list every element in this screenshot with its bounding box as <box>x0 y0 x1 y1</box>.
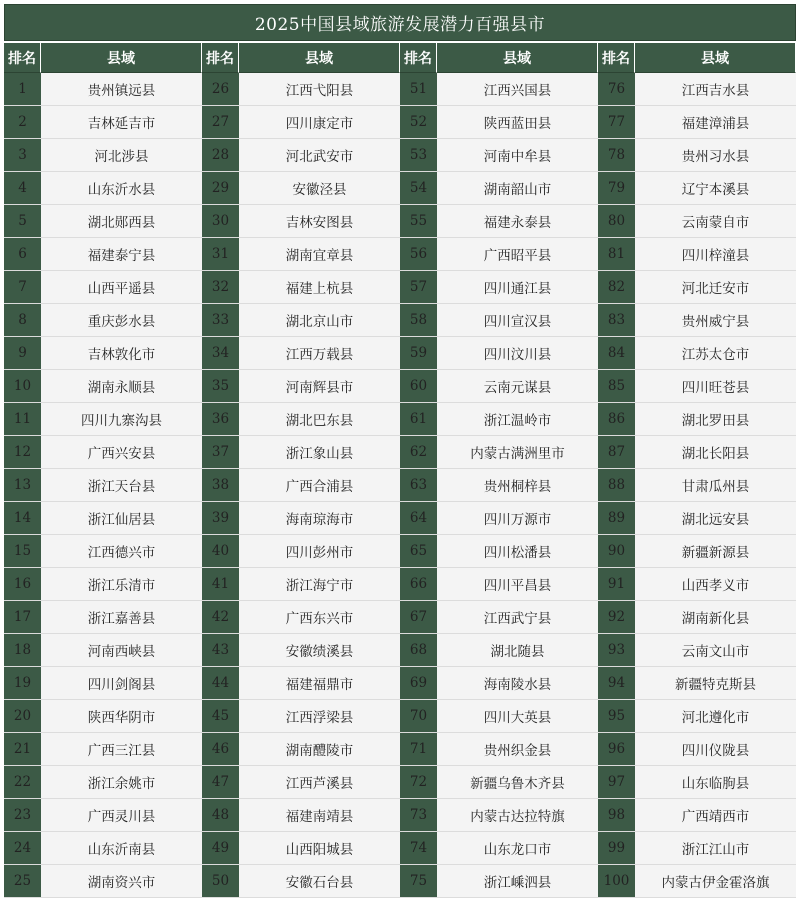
rank-cell: 57 <box>400 271 437 304</box>
rank-cell: 85 <box>598 370 635 403</box>
county-cell: 福建泰宁县 <box>41 238 202 271</box>
rank-cell: 54 <box>400 172 437 205</box>
rank-cell: 34 <box>202 337 239 370</box>
county-cell: 福建上杭县 <box>239 271 400 304</box>
header-row <box>4 43 796 73</box>
county-cell: 湖南韶山市 <box>437 172 598 205</box>
county-cell: 新疆乌鲁木齐县 <box>437 766 598 799</box>
rank-cell: 64 <box>400 502 437 535</box>
table-row <box>4 733 796 766</box>
county-header: 县域 <box>41 43 202 73</box>
county-cell: 湖北郧西县 <box>41 205 202 238</box>
county-cell: 湖北京山市 <box>239 304 400 337</box>
rank-cell: 74 <box>400 832 437 865</box>
county-cell: 河北涉县 <box>41 139 202 172</box>
rank-cell: 8 <box>4 304 41 337</box>
ranking-table <box>4 43 796 898</box>
table-row <box>4 403 796 436</box>
county-cell: 安徽绩溪县 <box>239 634 400 667</box>
rank-cell: 79 <box>598 172 635 205</box>
table-row <box>4 271 796 304</box>
rank-header: 排名 <box>202 43 239 73</box>
rank-cell: 32 <box>202 271 239 304</box>
county-cell: 陕西蓝田县 <box>437 106 598 139</box>
county-cell: 四川万源市 <box>437 502 598 535</box>
rank-cell: 17 <box>4 601 41 634</box>
county-cell: 云南蒙自市 <box>635 205 796 238</box>
rank-cell: 26 <box>202 73 239 106</box>
county-cell: 四川仪陇县 <box>635 733 796 766</box>
county-cell: 广西三江县 <box>41 733 202 766</box>
county-cell: 四川大英县 <box>437 700 598 733</box>
county-cell: 河南中牟县 <box>437 139 598 172</box>
rank-cell: 82 <box>598 271 635 304</box>
county-cell: 湖南宜章县 <box>239 238 400 271</box>
county-cell: 内蒙古达拉特旗 <box>437 799 598 832</box>
table-row <box>4 700 796 733</box>
rank-cell: 75 <box>400 865 437 898</box>
rank-cell: 86 <box>598 403 635 436</box>
rank-cell: 22 <box>4 766 41 799</box>
rank-header: 排名 <box>4 43 41 73</box>
table-row <box>4 304 796 337</box>
county-cell: 浙江仙居县 <box>41 502 202 535</box>
county-cell: 四川梓潼县 <box>635 238 796 271</box>
county-cell: 浙江天台县 <box>41 469 202 502</box>
rank-cell: 40 <box>202 535 239 568</box>
rank-cell: 72 <box>400 766 437 799</box>
rank-cell: 19 <box>4 667 41 700</box>
county-cell: 江西兴国县 <box>437 73 598 106</box>
rank-cell: 87 <box>598 436 635 469</box>
county-cell: 福建南靖县 <box>239 799 400 832</box>
table-body <box>4 73 796 898</box>
county-header: 县域 <box>239 43 400 73</box>
rank-cell: 44 <box>202 667 239 700</box>
county-cell: 云南文山市 <box>635 634 796 667</box>
county-cell: 湖北罗田县 <box>635 403 796 436</box>
rank-cell: 59 <box>400 337 437 370</box>
rank-cell: 88 <box>598 469 635 502</box>
rank-cell: 94 <box>598 667 635 700</box>
county-cell: 山西平遥县 <box>41 271 202 304</box>
rank-cell: 77 <box>598 106 635 139</box>
county-cell: 湖北随县 <box>437 634 598 667</box>
table-row <box>4 535 796 568</box>
county-cell: 吉林安图县 <box>239 205 400 238</box>
rank-cell: 35 <box>202 370 239 403</box>
county-cell: 河北遵化市 <box>635 700 796 733</box>
page-title: 2025中国县域旅游发展潜力百强县市 <box>4 4 796 41</box>
rank-cell: 95 <box>598 700 635 733</box>
county-cell: 浙江江山市 <box>635 832 796 865</box>
rank-cell: 5 <box>4 205 41 238</box>
county-cell: 山西阳城县 <box>239 832 400 865</box>
rank-cell: 9 <box>4 337 41 370</box>
rank-cell: 11 <box>4 403 41 436</box>
county-cell: 山东沂南县 <box>41 832 202 865</box>
county-cell: 广西灵川县 <box>41 799 202 832</box>
county-header: 县域 <box>635 43 796 73</box>
table-row <box>4 799 796 832</box>
county-cell: 河南西峡县 <box>41 634 202 667</box>
table-row <box>4 73 796 106</box>
table-row <box>4 370 796 403</box>
rank-cell: 18 <box>4 634 41 667</box>
county-cell: 江西武宁县 <box>437 601 598 634</box>
county-cell: 海南琼海市 <box>239 502 400 535</box>
rank-cell: 55 <box>400 205 437 238</box>
county-cell: 贵州威宁县 <box>635 304 796 337</box>
rank-cell: 49 <box>202 832 239 865</box>
rank-cell: 3 <box>4 139 41 172</box>
rank-cell: 78 <box>598 139 635 172</box>
rank-header: 排名 <box>400 43 437 73</box>
rank-cell: 69 <box>400 667 437 700</box>
table-row <box>4 568 796 601</box>
rank-cell: 13 <box>4 469 41 502</box>
county-cell: 江西浮梁县 <box>239 700 400 733</box>
rank-cell: 31 <box>202 238 239 271</box>
rank-cell: 16 <box>4 568 41 601</box>
rank-cell: 4 <box>4 172 41 205</box>
county-cell: 湖北巴东县 <box>239 403 400 436</box>
county-cell: 江西芦溪县 <box>239 766 400 799</box>
county-cell: 四川宣汉县 <box>437 304 598 337</box>
rank-cell: 23 <box>4 799 41 832</box>
county-cell: 山西孝义市 <box>635 568 796 601</box>
rank-cell: 10 <box>4 370 41 403</box>
county-cell: 河北武安市 <box>239 139 400 172</box>
county-cell: 四川彭州市 <box>239 535 400 568</box>
county-cell: 新疆特克斯县 <box>635 667 796 700</box>
county-cell: 湖南资兴市 <box>41 865 202 898</box>
county-cell: 贵州镇远县 <box>41 73 202 106</box>
county-cell: 山东沂水县 <box>41 172 202 205</box>
rank-cell: 30 <box>202 205 239 238</box>
rank-cell: 90 <box>598 535 635 568</box>
table-row <box>4 766 796 799</box>
rank-cell: 50 <box>202 865 239 898</box>
rank-cell: 65 <box>400 535 437 568</box>
rank-cell: 66 <box>400 568 437 601</box>
county-cell: 广西兴安县 <box>41 436 202 469</box>
county-cell: 江西德兴市 <box>41 535 202 568</box>
rank-cell: 91 <box>598 568 635 601</box>
rank-cell: 93 <box>598 634 635 667</box>
rank-cell: 12 <box>4 436 41 469</box>
rank-cell: 42 <box>202 601 239 634</box>
rank-cell: 92 <box>598 601 635 634</box>
county-cell: 广西靖西市 <box>635 799 796 832</box>
rank-cell: 14 <box>4 502 41 535</box>
rank-cell: 43 <box>202 634 239 667</box>
county-cell: 甘肃瓜州县 <box>635 469 796 502</box>
rank-cell: 7 <box>4 271 41 304</box>
rank-cell: 67 <box>400 601 437 634</box>
county-cell: 新疆新源县 <box>635 535 796 568</box>
county-cell: 福建永泰县 <box>437 205 598 238</box>
county-cell: 安徽泾县 <box>239 172 400 205</box>
county-cell: 四川松潘县 <box>437 535 598 568</box>
rank-cell: 46 <box>202 733 239 766</box>
rank-cell: 6 <box>4 238 41 271</box>
county-cell: 浙江余姚市 <box>41 766 202 799</box>
rank-cell: 20 <box>4 700 41 733</box>
county-cell: 湖南永顺县 <box>41 370 202 403</box>
rank-cell: 27 <box>202 106 239 139</box>
county-cell: 内蒙古满洲里市 <box>437 436 598 469</box>
rank-cell: 61 <box>400 403 437 436</box>
county-cell: 山东龙口市 <box>437 832 598 865</box>
table-row <box>4 205 796 238</box>
county-cell: 浙江海宁市 <box>239 568 400 601</box>
rank-cell: 62 <box>400 436 437 469</box>
rank-cell: 56 <box>400 238 437 271</box>
rank-cell: 36 <box>202 403 239 436</box>
county-cell: 浙江嘉善县 <box>41 601 202 634</box>
county-cell: 海南陵水县 <box>437 667 598 700</box>
rank-cell: 28 <box>202 139 239 172</box>
rank-cell: 99 <box>598 832 635 865</box>
county-cell: 安徽石台县 <box>239 865 400 898</box>
county-cell: 浙江嵊泗县 <box>437 865 598 898</box>
table-row <box>4 634 796 667</box>
rank-header: 排名 <box>598 43 635 73</box>
county-cell: 贵州桐梓县 <box>437 469 598 502</box>
rank-cell: 83 <box>598 304 635 337</box>
table-row <box>4 601 796 634</box>
rank-cell: 53 <box>400 139 437 172</box>
rank-cell: 70 <box>400 700 437 733</box>
county-cell: 贵州习水县 <box>635 139 796 172</box>
table-row <box>4 832 796 865</box>
rank-cell: 24 <box>4 832 41 865</box>
county-cell: 四川汶川县 <box>437 337 598 370</box>
rank-cell: 48 <box>202 799 239 832</box>
county-cell: 吉林延吉市 <box>41 106 202 139</box>
county-header: 县域 <box>437 43 598 73</box>
rank-cell: 52 <box>400 106 437 139</box>
county-cell: 陕西华阴市 <box>41 700 202 733</box>
rank-cell: 84 <box>598 337 635 370</box>
county-cell: 贵州织金县 <box>437 733 598 766</box>
rank-cell: 76 <box>598 73 635 106</box>
rank-cell: 51 <box>400 73 437 106</box>
county-cell: 江西万载县 <box>239 337 400 370</box>
rank-cell: 15 <box>4 535 41 568</box>
rank-cell: 33 <box>202 304 239 337</box>
table-row <box>4 667 796 700</box>
rank-cell: 63 <box>400 469 437 502</box>
rank-cell: 96 <box>598 733 635 766</box>
rank-cell: 58 <box>400 304 437 337</box>
rank-cell: 97 <box>598 766 635 799</box>
county-cell: 辽宁本溪县 <box>635 172 796 205</box>
county-cell: 河南辉县市 <box>239 370 400 403</box>
county-cell: 吉林敦化市 <box>41 337 202 370</box>
county-cell: 江西吉水县 <box>635 73 796 106</box>
rank-cell: 25 <box>4 865 41 898</box>
table-row <box>4 139 796 172</box>
rank-cell: 1 <box>4 73 41 106</box>
rank-cell: 89 <box>598 502 635 535</box>
rank-cell: 21 <box>4 733 41 766</box>
rank-cell: 73 <box>400 799 437 832</box>
county-cell: 福建福鼎市 <box>239 667 400 700</box>
rank-cell: 81 <box>598 238 635 271</box>
county-cell: 四川剑阁县 <box>41 667 202 700</box>
table-row <box>4 436 796 469</box>
county-cell: 广西东兴市 <box>239 601 400 634</box>
table-row <box>4 337 796 370</box>
table-row <box>4 172 796 205</box>
rank-cell: 38 <box>202 469 239 502</box>
rank-cell: 41 <box>202 568 239 601</box>
rank-cell: 47 <box>202 766 239 799</box>
rank-cell: 100 <box>598 865 635 898</box>
table-row <box>4 502 796 535</box>
county-cell: 江苏太仓市 <box>635 337 796 370</box>
county-cell: 江西弋阳县 <box>239 73 400 106</box>
county-cell: 四川旺苍县 <box>635 370 796 403</box>
county-cell: 福建漳浦县 <box>635 106 796 139</box>
county-cell: 山东临朐县 <box>635 766 796 799</box>
table-row <box>4 469 796 502</box>
county-cell: 广西合浦县 <box>239 469 400 502</box>
rank-cell: 80 <box>598 205 635 238</box>
county-cell: 浙江象山县 <box>239 436 400 469</box>
county-cell: 广西昭平县 <box>437 238 598 271</box>
table-row <box>4 106 796 139</box>
rank-cell: 68 <box>400 634 437 667</box>
rank-cell: 37 <box>202 436 239 469</box>
county-cell: 内蒙古伊金霍洛旗 <box>635 865 796 898</box>
county-cell: 四川平昌县 <box>437 568 598 601</box>
county-cell: 湖南新化县 <box>635 601 796 634</box>
county-cell: 云南元谋县 <box>437 370 598 403</box>
county-cell: 湖南醴陵市 <box>239 733 400 766</box>
county-cell: 浙江乐清市 <box>41 568 202 601</box>
rank-cell: 45 <box>202 700 239 733</box>
rank-cell: 2 <box>4 106 41 139</box>
table-row <box>4 865 796 898</box>
county-cell: 河北迁安市 <box>635 271 796 304</box>
county-cell: 重庆彭水县 <box>41 304 202 337</box>
county-cell: 浙江温岭市 <box>437 403 598 436</box>
table-row <box>4 238 796 271</box>
rank-cell: 71 <box>400 733 437 766</box>
county-cell: 四川通江县 <box>437 271 598 304</box>
rank-cell: 98 <box>598 799 635 832</box>
rank-cell: 39 <box>202 502 239 535</box>
county-cell: 湖北远安县 <box>635 502 796 535</box>
county-cell: 四川康定市 <box>239 106 400 139</box>
rank-cell: 29 <box>202 172 239 205</box>
county-cell: 湖北长阳县 <box>635 436 796 469</box>
county-cell: 四川九寨沟县 <box>41 403 202 436</box>
rank-cell: 60 <box>400 370 437 403</box>
